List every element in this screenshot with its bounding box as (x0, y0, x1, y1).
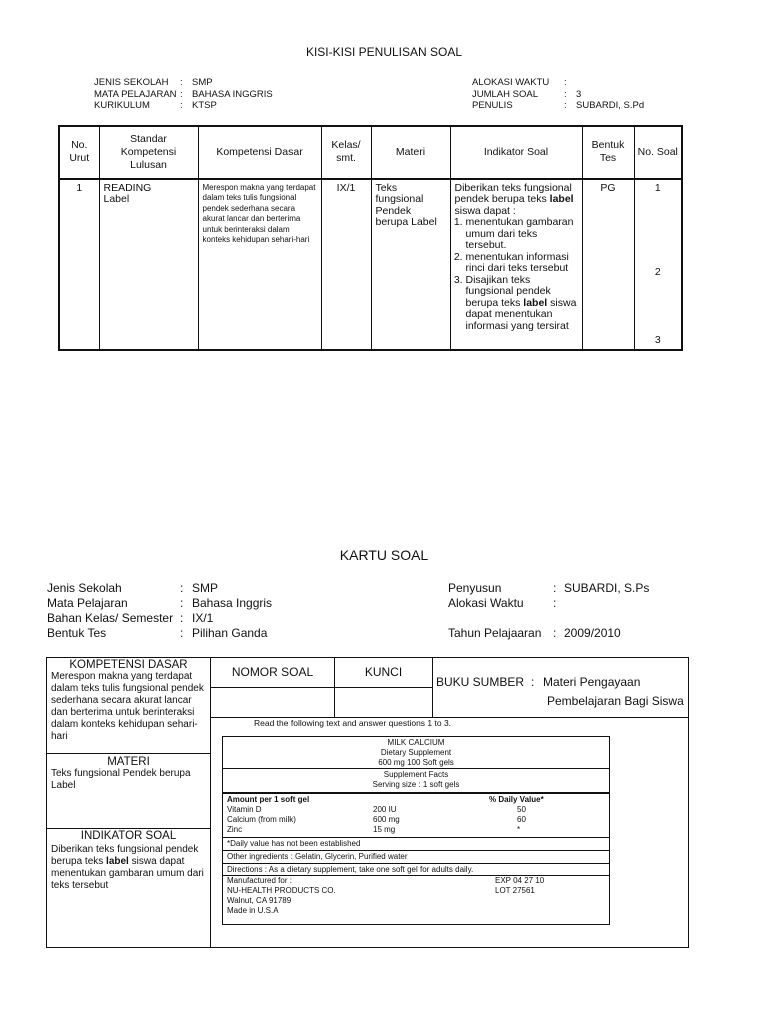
indikator-section (47, 830, 210, 892)
meta-value: 3 (576, 88, 582, 100)
nutrient-amount: 200 IU (373, 805, 397, 814)
nutrient-amount: 15 mg (373, 825, 396, 834)
meta-sep: : (553, 581, 557, 595)
nutrient-row (227, 805, 603, 815)
divider (432, 658, 433, 718)
card-meta-left (47, 581, 272, 641)
text: Disajikan teks fungsional pendek berupa teks (465, 273, 551, 309)
dv-heading: % Daily Value* (489, 795, 544, 804)
meta-label: Bahan Kelas/ Semester (47, 611, 174, 625)
table-row (59, 179, 682, 350)
materi-heading: MATERI (107, 756, 150, 768)
label-note: *Daily value has not been established (227, 839, 361, 848)
cell-materi: Teks fungsional Pendek berupa Label (371, 179, 450, 350)
col-header-kelas: Kelas/ smt. (321, 126, 371, 179)
buku-sumber (436, 674, 684, 709)
materi-section (47, 756, 210, 792)
buku-sumber-sep: : (531, 675, 535, 689)
kd-body: Merespon makna yang terdapat dalam teks tulis fungsional pendek sederhana secara akurat lancar dan berterima untuk berinteraksi dalam konteks kehidupan sehari-hari (51, 671, 204, 742)
nutrient-dv: 60 (517, 815, 526, 824)
nutrient-name: Zinc (227, 825, 243, 834)
meta-label: MATA PELAJARAN (94, 88, 177, 100)
meta-label: Jenis Sekolah (47, 581, 122, 595)
meta-label: Bentuk Tes (47, 626, 107, 640)
meta-sep: : (564, 77, 567, 88)
meta-sep: : (180, 596, 184, 610)
indikator-intro (455, 183, 578, 218)
nutrient-row (227, 825, 603, 835)
meta-value: Bahasa Inggris (192, 596, 273, 610)
meta-label: KURIKULUM (94, 100, 150, 111)
list-item (466, 275, 578, 333)
meta-value: SUBARDI, S.Ps (564, 581, 650, 595)
card-left-column (47, 658, 211, 947)
cell-indikator (450, 179, 582, 350)
meta-value: SMP (192, 581, 219, 595)
materi-body: Teks fungsional Pendek berupa Label (51, 768, 191, 791)
nomor-soal-label: NOMOR SOAL (231, 665, 314, 679)
kd-section (47, 659, 210, 743)
meta-value: SMP (192, 77, 213, 88)
soal-number: 1 (654, 181, 661, 194)
cell-skl (99, 179, 198, 350)
meta-label: Mata Pelajaran (47, 596, 128, 610)
text: siswa dapat : (454, 204, 516, 217)
label-manufacturer (227, 876, 336, 916)
meta-value: IX/1 (192, 611, 214, 625)
kunci-label: KUNCI (364, 665, 403, 679)
col-header-skl: Standar Kompetensi Lulusan (99, 126, 198, 179)
text: siswa dapat menentukan informasi yang tersirat (465, 296, 577, 332)
grid-meta-right (472, 77, 644, 112)
meta-label: Tahun Pelajaaran (448, 626, 542, 640)
divider (47, 828, 210, 829)
skl-line: READING (103, 181, 152, 194)
cell-kd: Merespon makna yang terdapat dalam teks tulis fungsional pendek sederhana secara akurat lancar dan berterima untuk berinteraksi dalam konteks kehidupan sehari-hari (198, 179, 321, 350)
label-city: Walnut, CA 91789 (227, 896, 292, 905)
meta-sep: : (553, 596, 557, 610)
soal-number: 2 (654, 265, 661, 278)
meta-sep: : (180, 100, 183, 111)
question-instruction: Read the following text and answer questions 1 to 3. (254, 718, 452, 728)
meta-label: PENULIS (472, 100, 513, 111)
divider (223, 863, 609, 864)
card-meta-right (448, 581, 649, 641)
meta-label: ALOKASI WAKTU (472, 77, 550, 88)
text: Diberikan teks fungsional pendek berupa teks (51, 844, 199, 867)
cell-bentuk: PG (582, 179, 634, 350)
label-facts (223, 770, 609, 790)
cell-no-soal (634, 179, 682, 350)
divider (223, 792, 609, 794)
label-product-name: MILK CALCIUM (387, 738, 445, 747)
bold-text: label (106, 856, 129, 867)
table-header-row (59, 126, 682, 179)
nutrient-name: Vitamin D (227, 805, 262, 814)
label-batch (495, 876, 544, 896)
label-subtitle: Dietary Supplement (380, 748, 452, 757)
divider (223, 768, 609, 769)
list-item: 2. menentukan informasi rinci dari teks tersebut (466, 252, 578, 275)
label-header (223, 737, 609, 768)
amount-heading: Amount per 1 soft gel (227, 795, 310, 804)
meta-value: Pilihan Ganda (192, 626, 268, 640)
meta-value: KTSP (192, 100, 217, 111)
nutrient-dv: 50 (517, 805, 526, 814)
label-company: NU-HEALTH PRODUCTS CO. (227, 886, 336, 895)
meta-label: Penyusun (448, 581, 502, 595)
label-subtitle: 600 mg 100 Soft gels (378, 758, 454, 767)
meta-sep: : (180, 581, 184, 595)
label-exp: EXP 04 27 10 (495, 876, 545, 885)
bold-text: label (549, 193, 574, 206)
meta-value: BAHASA INGGRIS (192, 88, 273, 100)
label-facts-title: Supplement Facts (383, 770, 449, 779)
grid-meta-left (94, 77, 273, 112)
divider (223, 850, 609, 851)
meta-sep: : (180, 88, 183, 100)
indikator-list (455, 217, 578, 332)
nutrient-amount: 600 mg (373, 815, 400, 824)
label-other-ingredients: Other ingredients : Gelatin, Glycerin, Purified water (227, 852, 408, 861)
meta-sep: : (180, 77, 183, 88)
col-header-indikator: Indikator Soal (450, 126, 582, 179)
col-header-no-soal: No. Soal (634, 126, 682, 179)
kd-heading: KOMPETENSI DASAR (69, 659, 188, 671)
label-mfg-for: Manufactured for : (227, 876, 292, 885)
card-title: KARTU SOAL (339, 547, 429, 563)
label-directions: Directions : As a dietary supplement, take one soft gel for adults daily. (227, 865, 474, 874)
label-made-in: Made in U.S.A (227, 906, 279, 915)
meta-label: JENIS SEKOLAH (94, 77, 169, 88)
nutrient-row (227, 815, 603, 825)
buku-sumber-value: Pembelajaran Bagi Siswa (547, 694, 684, 708)
col-header-materi: Materi (371, 126, 450, 179)
skl-line: Label (103, 193, 130, 206)
col-header-kd: Kompetensi Dasar (198, 126, 321, 179)
cell-kelas: IX/1 (321, 179, 371, 350)
label-serving: Serving size : 1 soft gels (372, 780, 460, 789)
nutrient-name: Calcium (from milk) (227, 815, 296, 824)
bold-text: label (523, 296, 548, 309)
label-lot: LOT 27561 (495, 886, 535, 895)
meta-sep: : (553, 626, 557, 640)
meta-sep: : (564, 88, 567, 100)
meta-label: JUMLAH SOAL (472, 88, 538, 100)
soal-number: 3 (654, 333, 661, 346)
meta-sep: : (564, 100, 567, 111)
meta-value: SUBARDI, S.Pd (576, 100, 645, 111)
text: Diberikan teks fungsional pendek berupa teks (454, 181, 572, 206)
label-nutrition-header (227, 795, 603, 805)
meta-value: 2009/2010 (564, 626, 621, 640)
cell-no: 1 (59, 179, 99, 350)
col-header-bentuk: Bentuk Tes (582, 126, 634, 179)
meta-sep: : (180, 611, 184, 625)
indikator-heading: INDIKATOR SOAL (80, 830, 177, 842)
meta-label: Alokasi Waktu (448, 596, 524, 610)
grid-table (58, 125, 683, 351)
divider (47, 753, 210, 754)
label-nutrition (227, 795, 603, 835)
buku-sumber-label: BUKU SUMBER (436, 675, 525, 689)
buku-sumber-value: Materi Pengayaan (543, 675, 641, 689)
product-label (222, 736, 610, 925)
nutrient-dv: * (517, 825, 521, 834)
col-header-no-urut: No. Urut (59, 126, 99, 179)
divider (223, 837, 609, 838)
list-item: 1. menentukan gambaran umum dari teks tersebut. (466, 217, 578, 252)
page-title: KISI-KISI PENULISAN SOAL (305, 45, 463, 59)
indikator-body (47, 844, 210, 892)
divider (210, 687, 432, 688)
meta-sep: : (180, 626, 184, 640)
text: siswa dapat menentukan gambaran umum dari teks tersebut (51, 856, 204, 891)
